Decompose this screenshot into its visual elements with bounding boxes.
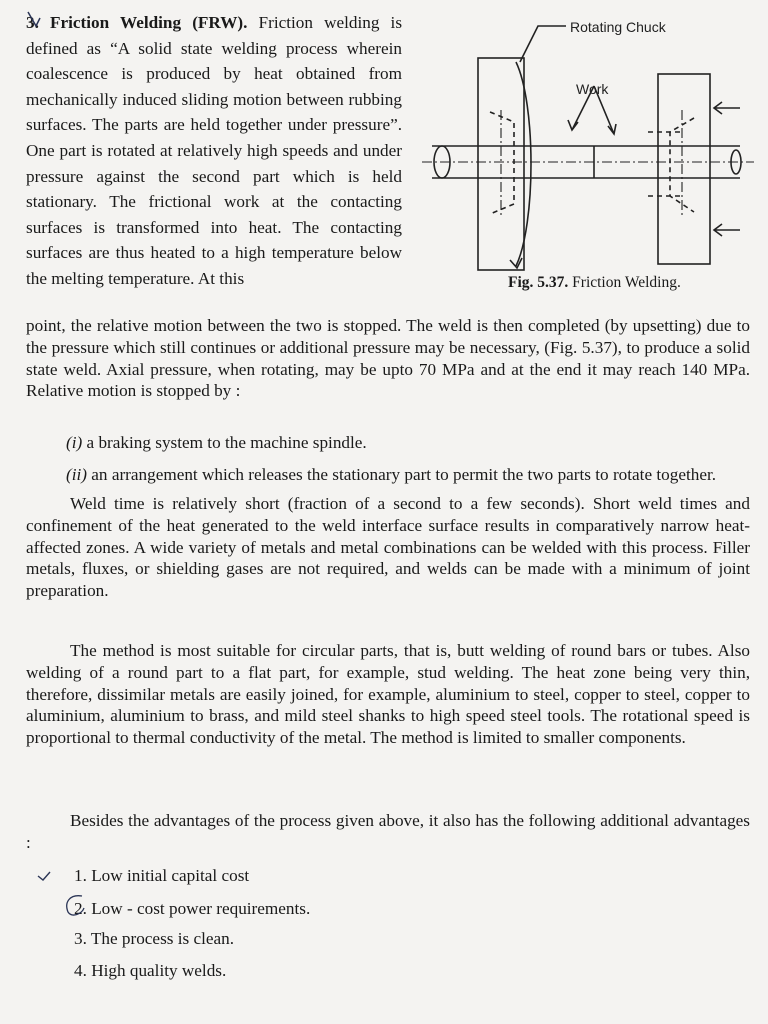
stop-method-item xyxy=(66,465,716,485)
pressure-arrow-bottom xyxy=(714,224,740,236)
intro-text: Friction welding is defined as “A solid state welding process wherein coalescence is produced by heat obtained from mechanically induced sliding motion between rubbing surfaces. The parts are held together under pressure”. One part is rotated at relatively high speeds and under pressure against the second part which is held stationary. The frictional work at the contacting surfaces is transformed into heat. The contacting surfaces are thus heated to a high temperature below the melting temperature. At this xyxy=(26,13,403,288)
stop-method-text: an arrangement which releases the stationary part to permit the two parts to rotate together. xyxy=(91,465,717,484)
rotation-arrow-head xyxy=(510,258,522,268)
label-work: Work xyxy=(576,81,609,97)
stop-method-number: (ii) xyxy=(66,465,87,484)
stop-method-text: a braking system to the machine spindle. xyxy=(86,433,367,452)
weld-time-paragraph: Weld time is relatively short (fraction of a second to a few seconds). Short weld times and confinement of the heat generated to the weld interface surface results in comparatively narrow heat-affected zones. A wide variety of metals and metal combinations can be welded with this process. Filler metals, fluxes, or shielding gases are not required, and welds can be made with a minimum of joint preparation. xyxy=(26,494,750,601)
stop-method-number: (i) xyxy=(66,433,83,452)
friction-welding-figure xyxy=(418,14,758,304)
advantage-item: 4. High quality welds. xyxy=(74,961,227,980)
stop-method-item xyxy=(66,433,367,453)
pressure-arrow-top xyxy=(714,102,740,114)
advantages-intro-paragraph: Besides the advantages of the process given above, it also has the following additional advantages : xyxy=(26,811,750,852)
pen-check-mark xyxy=(36,868,52,884)
advantage-item: 2. Low - cost power requirements. xyxy=(74,899,311,918)
figure-drawing xyxy=(418,14,758,304)
pen-circle-mark xyxy=(62,892,88,918)
figure-title: Friction Welding. xyxy=(572,274,681,291)
label-rotating-chuck: Rotating Chuck xyxy=(570,19,666,35)
stationary-chuck-block xyxy=(658,74,710,264)
figure-number: Fig. 5.37. xyxy=(508,274,569,291)
chuck-leader xyxy=(520,26,566,62)
method-paragraph: The method is most suitable for circular parts, that is, butt welding of round bars or tubes. Also welding of a round part to a flat part, for example, stud welding. The heat zone being very thin, therefore, dissimilar metals are easily joined, for example, aluminium to steel, copper to steel, copper to aluminium, aluminium to brass, and mild steel shanks to high speed steel tools. The rotational speed is proportional to thermal conductivity of the metal. The method is limited to smaller components. xyxy=(26,641,750,748)
left-grip-dashed xyxy=(490,112,514,214)
advantage-item: 1. Low initial capital cost xyxy=(74,866,250,885)
intro-paragraph xyxy=(26,10,402,292)
section-heading: 3. Friction Welding (FRW). xyxy=(26,13,248,32)
advantage-item: 3. The process is clean. xyxy=(74,929,235,948)
figure-caption xyxy=(508,274,681,292)
pen-tick-mark xyxy=(24,8,44,32)
continuation-paragraph: point, the relative motion between the two is stopped. The weld is then completed (by upsetting) due to the pressure which still continues or additional pressure may be necessary, (Fig. 5.37), to produce a solid state weld. Axial pressure, when rotating, may be upto 70 MPa and at the end it may reach 140 MPa. Relative motion is stopped by : xyxy=(26,316,750,401)
